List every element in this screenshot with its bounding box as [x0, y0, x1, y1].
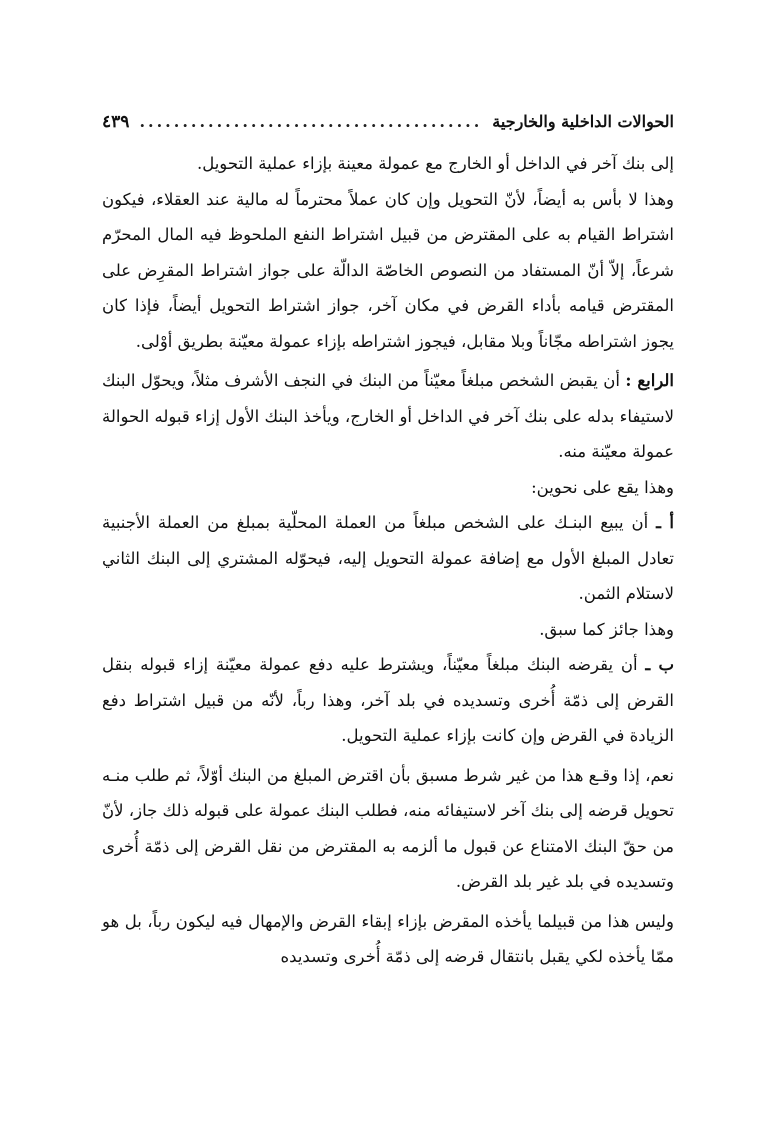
paragraph: أ ـ أن يبيع البنـك على الشخص مبلغاً من العملة المحلّية بمبلغ من العملة الأجنبية تعادل المبلغ الأول مع إضافة عمولة التحويل إليه، فيحوّله المشتري إلى البنك الثاني لاستلام الثمن. [102, 513, 674, 603]
header-leader-dots [139, 112, 482, 131]
paragraph-label: الرابع : [625, 371, 674, 390]
paragraph: وهذا جائز كما سبق. [539, 619, 674, 639]
header-title: الحوالات الداخلية والخارجية [492, 112, 674, 131]
page-number: ٤٣٩ [102, 112, 130, 132]
paragraph: وهذا لا بأس به أيضاً، لأنّ التحويل وإن كان عملاً محترماً له مالية عند العقلاء، فيكون اشتراط القيام به على المقترض من قبيل اشتراط النفع الملحوظ فيه المال المحرّم شرعاً، إلاّ أنّ المستفاد من النصوص الخاصّة الدالّة على جواز اشتراط المقرِض على المقترض قيامه بأداء القرض في مكان آخر، جواز اشتراط التحويل أيضاً، فإذا كان يجوز اشتراطه مجّاناً وبلا مقابل، فيجوز اشتراطه بإزاء عمولة معيّنة بطريق أوْلى. [102, 189, 674, 351]
paragraph: ب ـ أن يقرضه البنك مبلغاً معيّناً، ويشترط عليه دفع عمولة معيّنة إزاء قبوله بنقل القرض إلى ذمّة أُخرى وتسديده في بلد آخر، وهذا رباً، لأنّه من قبيل اشتراط دفع الزيادة في القرض وإن كانت بإزاء عملية التحويل. [102, 655, 674, 745]
paragraph-label: ب ـ [645, 655, 674, 674]
paragraph: وهذا يقع على نحوين: [531, 477, 674, 497]
paragraph: نعم، إذا وقـع هذا من غير شرط مسبق بأن اقترض المبلغ من البنك أوّلاً، ثم طلب منـه تحويل قرضه إلى بنك آخر لاستيفائه منه، فطلب البنك عمولة على قبوله ذلك جاز، لأنّ من حقّ البنك الامتناع عن قبول ما ألزمه به المقترض من نقل القرض إلى ذمّة أُخرى وتسديده في بلد غير بلد القرض. [102, 765, 674, 891]
paragraph: إلى بنك آخر في الداخل أو الخارج مع عمولة معينة بإزاء عملية التحويل. [196, 154, 674, 173]
paragraph: الرابع : أن يقبض الشخص مبلغاً معيّناً من البنك في النجف الأشرف مثلاً، ويحوّل البنك لاستيفاء بدله على بنك آخر في الداخل أو الخارج، ويأخذ البنك الأول إزاء قبوله الحوالة عمولة معيّنة منه. [102, 371, 674, 461]
running-header [102, 112, 674, 146]
paragraph-label: أ ـ [656, 513, 674, 532]
body-text [102, 146, 674, 975]
paragraph: وليس هذا من قبيلما يأخذه المقرض بإزاء إبقاء القرض والإمهال فيه ليكون رباً، بل هو ممّا يأخذه لكي يقبل بانتقال قرضه إلى ذمّة أُخرى وتسديده [102, 911, 674, 966]
document-page [102, 112, 674, 975]
